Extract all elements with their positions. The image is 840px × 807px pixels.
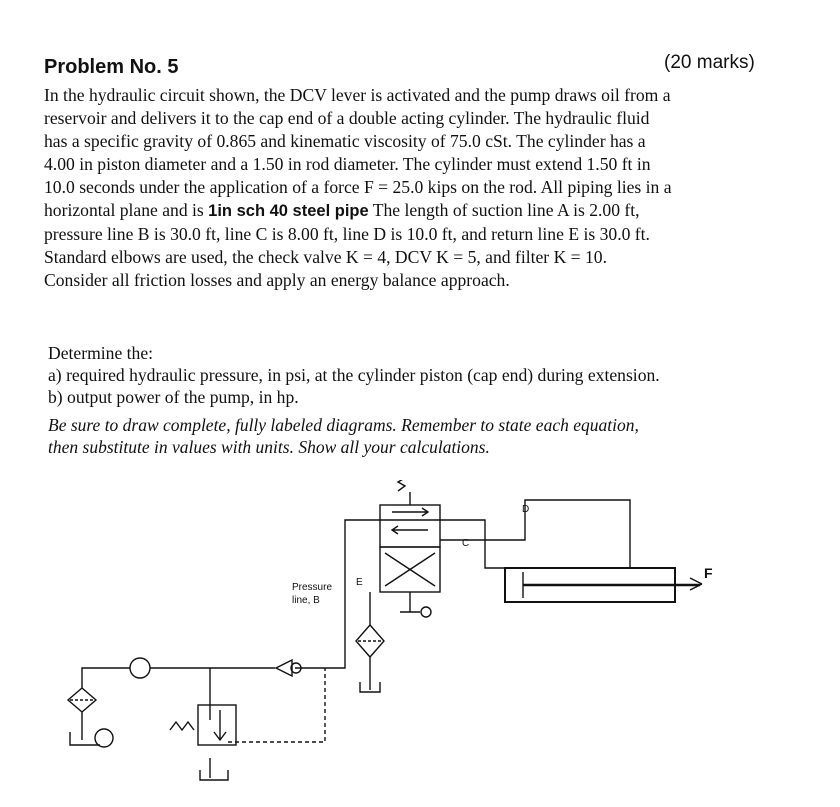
- reservoir-icon: [360, 657, 380, 692]
- statement-line: 4.00 in piston diameter and a 1.50 in rod diameter. The cylinder must extend 1.50 ft in: [44, 154, 651, 174]
- label-pressure: Pressure: [292, 582, 333, 593]
- label-c: C: [462, 538, 470, 549]
- statement-line: 10.0 seconds under the application of a force F = 25.0 kips on the rod. All piping lies in a: [44, 177, 672, 197]
- determine-section: [48, 342, 660, 408]
- determine-heading: Determine the:: [48, 343, 154, 363]
- check-valve-icon: [276, 660, 292, 676]
- label-d: D: [522, 504, 530, 515]
- statement-text: horizontal plane and is: [44, 200, 209, 220]
- label-e: E: [356, 577, 363, 588]
- relief-valve-icon: [198, 705, 236, 745]
- line-c: [440, 520, 505, 568]
- statement-line: Consider all friction losses and apply an energy balance approach.: [44, 270, 510, 290]
- lever-icon: [400, 592, 420, 612]
- note-line: Be sure to draw complete, fully labeled diagrams. Remember to state each equation,: [48, 415, 639, 435]
- double-acting-cylinder: [505, 568, 700, 602]
- pipe-spec: 1in sch 40 steel pipe: [208, 202, 369, 220]
- problem-statement: [44, 84, 774, 292]
- problem-title: Problem No. 5: [44, 56, 179, 78]
- reservoir-icon: [200, 758, 228, 780]
- statement-line: Standard elbows are used, the check valve K = 4, DCV K = 5, and filter K = 10.: [44, 247, 607, 267]
- statement-line: has a specific gravity of 0.865 and kinematic viscosity of 75.0 cSt. The cylinder has a: [44, 131, 646, 151]
- label-f: F: [704, 565, 713, 581]
- directional-control-valve: [380, 480, 440, 617]
- statement-line: [44, 199, 774, 223]
- determine-item-b: b) output power of the pump, in hp.: [48, 387, 299, 407]
- pump-icon: [130, 658, 150, 678]
- problem-marks: (20 marks): [664, 52, 755, 73]
- note-line: then substitute in values with units. Show all your calculations.: [48, 437, 490, 457]
- statement-line: In the hydraulic circuit shown, the DCV lever is activated and the pump draws oil from a: [44, 85, 671, 105]
- label-pressure-line: line, B: [292, 595, 320, 606]
- instruction-note: [48, 414, 639, 458]
- statement-line: reservoir and delivers it to the cap end of a double acting cylinder. The hydraulic fluid: [44, 108, 650, 128]
- statement-text: The length of suction line A is 2.00 ft,: [368, 200, 640, 220]
- line-d: [440, 500, 630, 568]
- hydraulic-circuit-diagram: [0, 480, 840, 807]
- spring-icon: [398, 480, 405, 491]
- statement-line: pressure line B is 30.0 ft, line C is 8.00 ft, line D is 10.0 ft, and return line E is 30.0 ft.: [44, 224, 650, 244]
- determine-item-a: a) required hydraulic pressure, in psi, at the cylinder piston (cap end) during extension.: [48, 365, 660, 385]
